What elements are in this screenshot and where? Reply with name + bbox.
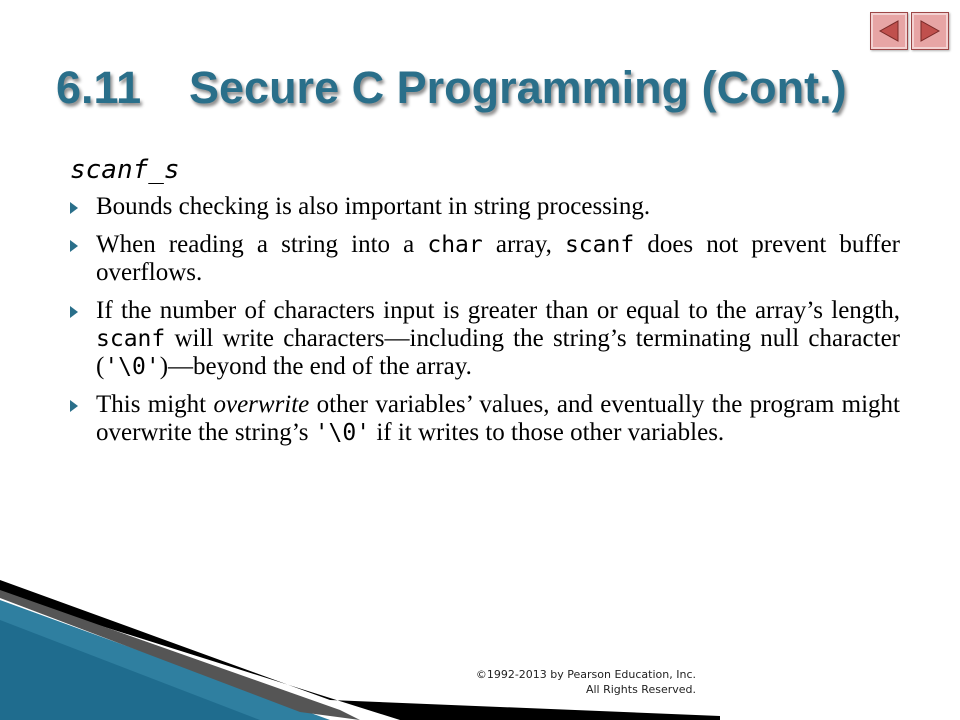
bullet-text: other variables’ values, and eventually the program might overwrite the string’s — [96, 391, 900, 446]
rights-line: All Rights Reserved. — [585, 683, 696, 696]
bullet-arrow-icon — [70, 306, 78, 318]
bullet-item — [70, 391, 900, 447]
bullet-text: if it writes to those other variables. — [370, 419, 725, 446]
bullet-text: When reading a string into a — [96, 231, 428, 258]
bullet-list — [70, 193, 900, 457]
section-number: 6.11 — [56, 62, 142, 113]
bullet-text: If the number of characters input is greater than or equal to the array’s length, — [96, 297, 900, 324]
triangle-left-icon — [876, 18, 902, 44]
emphasis-overwrite: overwrite — [213, 391, 310, 418]
code-scanf: scanf — [564, 232, 635, 258]
function-subheading: scanf_s — [70, 155, 180, 185]
code-null-char: '\0' — [314, 420, 371, 446]
bullet-arrow-icon — [70, 240, 78, 252]
code-char: char — [427, 232, 483, 258]
copyright-footer — [476, 667, 696, 697]
bullet-text: )—beyond the end of the array. — [159, 353, 472, 380]
code-null-char: '\0' — [104, 354, 160, 380]
bullet-item — [70, 193, 900, 221]
copyright-line: ©1992-2013 by Pearson Education, Inc. — [475, 668, 696, 681]
bullet-text: array, — [482, 231, 565, 258]
bullet-item — [70, 231, 900, 287]
previous-slide-button[interactable] — [870, 12, 908, 50]
slide-navigation — [870, 12, 949, 50]
bullet-arrow-icon — [70, 202, 78, 214]
bullet-text: will write characters—including the string’s terminating null character ( — [96, 325, 900, 380]
bullet-arrow-icon — [70, 400, 78, 412]
decorative-swoosh — [0, 580, 720, 720]
bullet-text: This might — [96, 391, 214, 418]
title-text: Secure C Programming (Cont.) — [189, 62, 847, 113]
bullet-text: does not prevent buffer overflows. — [96, 231, 901, 286]
bullet-text: Bounds checking is also important in string processing. — [96, 193, 651, 220]
code-scanf: scanf — [96, 326, 166, 352]
bullet-item — [70, 297, 900, 381]
next-slide-button[interactable] — [911, 12, 949, 50]
triangle-right-icon — [917, 18, 943, 44]
slide-title — [56, 62, 936, 114]
